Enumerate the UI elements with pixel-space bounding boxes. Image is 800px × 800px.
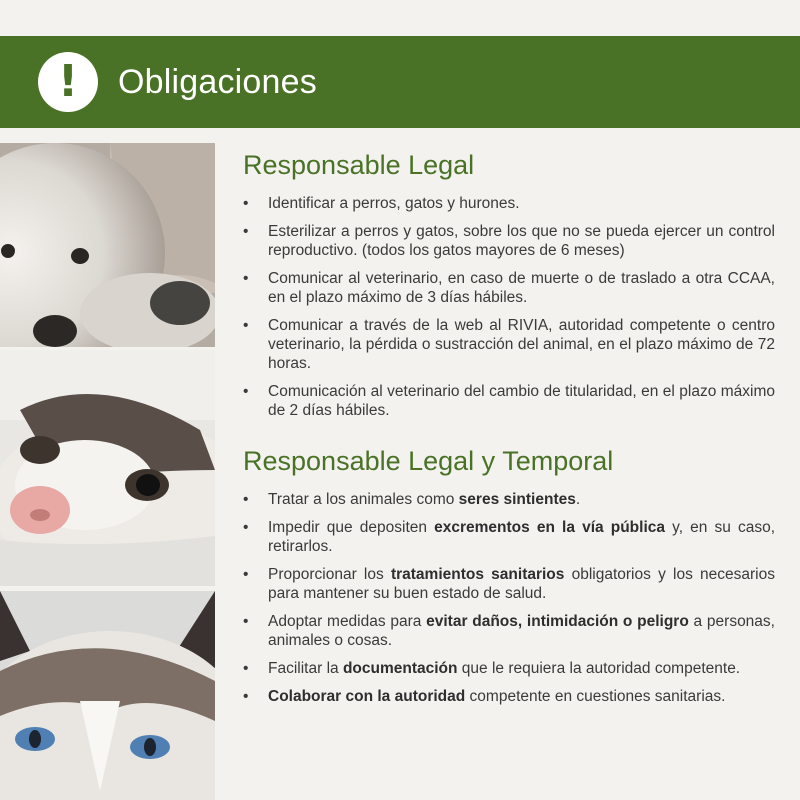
list-item [243, 490, 775, 509]
content [243, 150, 775, 715]
item-text: a personas, animales o cosas. [268, 613, 775, 649]
list-item [243, 659, 775, 678]
section-title: Responsable Legal [243, 150, 475, 180]
section-title: Responsable Legal y Temporal [243, 446, 614, 476]
section-responsable-legal-temporal [243, 446, 775, 706]
list-item [243, 518, 775, 556]
list-item: • Comunicar al veterinario, en caso de muerte o de traslado a otra CCAA, en el plazo máximo de 3 días hábiles. [243, 269, 775, 307]
list-item [243, 612, 775, 650]
cat-photo [0, 591, 215, 800]
item-emphasis: Colaborar con la autoridad [268, 688, 466, 705]
item-text: Adoptar medidas para [268, 613, 427, 630]
list-item: • Comunicación al veterinario del cambio de titularidad, en el plazo máximo de 2 días hábiles. [243, 382, 775, 420]
item-emphasis: tratamientos sanitarios [390, 566, 565, 583]
obligations-list [243, 490, 775, 706]
list-item: • Identificar a perros, gatos y hurones. [243, 194, 775, 213]
item-text: que le requiera la autoridad competente. [457, 660, 741, 677]
item-text: Facilitar la [268, 660, 343, 677]
page-title: Obligaciones [118, 62, 317, 101]
list-item [243, 687, 775, 706]
header-banner [0, 36, 800, 128]
obligations-list [243, 194, 775, 420]
item-text: Proporcionar los [268, 566, 391, 583]
list-item: • Comunicar a través de la web al RIVIA, autoridad competente o centro veterinario, la pérdida o sustracción del animal, en el plazo máximo de 72 horas. [243, 316, 775, 373]
item-text: competente en cuestiones sanitarias. [465, 688, 726, 705]
ferret-photo [0, 350, 215, 586]
list-item [243, 565, 775, 603]
item-text: obligatorios y los necesarios para mantener su buen estado de salud. [268, 566, 775, 602]
item-text: Tratar a los animales como [268, 491, 459, 508]
item-emphasis: excrementos en la vía pública [434, 519, 665, 536]
dog-photo [0, 143, 215, 347]
list-item: • Esterilizar a perros y gatos, sobre los que no se pueda ejercer un control reproductivo. (todos los gatos mayores de 6 meses) [243, 222, 775, 260]
item-emphasis: evitar daños, intimidación o peligro [426, 613, 689, 630]
exclamation-icon: ! [38, 52, 98, 112]
item-emphasis: documentación [342, 660, 458, 677]
item-text: . [575, 491, 581, 508]
item-text: Impedir que depositen [268, 519, 435, 536]
item-text: y, en su caso, retirarlos. [268, 519, 776, 555]
item-emphasis: seres sintientes [458, 491, 576, 508]
section-responsable-legal [243, 150, 775, 420]
